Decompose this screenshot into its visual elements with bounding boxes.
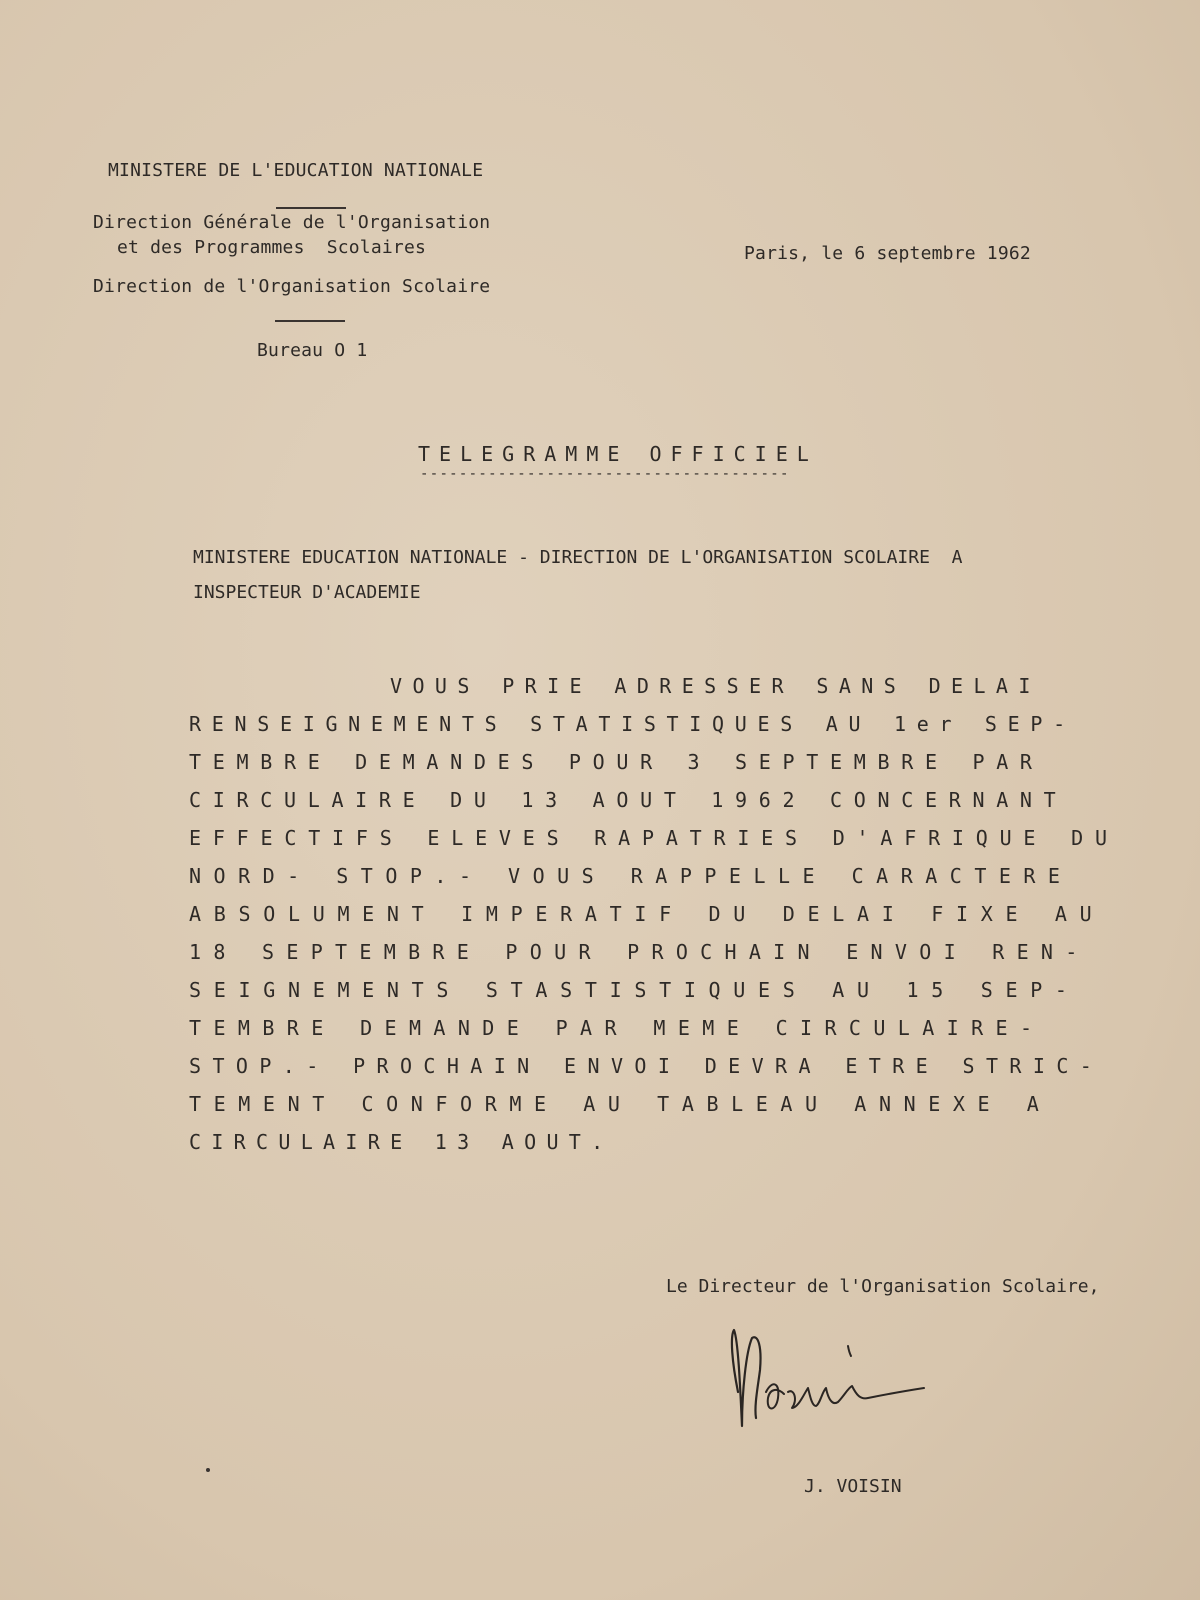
direction-heading: Direction de l'Organisation Scolaire	[93, 276, 491, 297]
body-line-1: VOUS PRIE ADRESSER SANS DELAI	[390, 674, 1041, 698]
body-line-11: STOP.- PROCHAIN ENVOI DEVRA ETRE STRIC-	[189, 1054, 1104, 1078]
header-rule	[276, 207, 346, 209]
ministry-heading: MINISTERE DE L'EDUCATION NATIONALE	[108, 160, 484, 181]
title-underline: --------------------------------------	[420, 466, 790, 482]
body-line-4: CIRCULAIRE DU 13 AOUT 1962 CONCERNANT	[189, 788, 1068, 812]
signatory-name: J. VOISIN	[804, 1476, 902, 1497]
body-line-9: SEIGNEMENTS STASTISTIQUES AU 15 SEP-	[189, 978, 1080, 1002]
address-line1: MINISTERE EDUCATION NATIONALE - DIRECTION DE L'ORGANISATION SCOLAIRE A	[193, 547, 963, 568]
paper-speck	[206, 1468, 210, 1472]
body-line-3: TEMBRE DEMANDES POUR 3 SEPTEMBRE PAR	[189, 750, 1044, 774]
body-line-6: NORD- STOP.- VOUS RAPPELLE CARACTERE	[189, 864, 1073, 888]
body-line-5: EFFECTIFS ELEVES RAPATRIES D'AFRIQUE DU	[189, 826, 1119, 850]
body-line-7: ABSOLUMENT IMPERATIF DU DELAI FIXE AU	[189, 902, 1105, 926]
handwritten-signature	[728, 1322, 948, 1442]
header-rule	[275, 320, 345, 322]
body-line-13: CIRCULAIRE 13 AOUT.	[189, 1130, 614, 1154]
body-line-10: TEMBRE DEMANDE PAR MEME CIRCULAIRE-	[189, 1016, 1045, 1040]
direction-generale-line2: et des Programmes Scolaires	[117, 237, 427, 258]
page-title: TELEGRAMME OFFICIEL	[418, 442, 818, 466]
body-line-12: TEMENT CONFORME AU TABLEAU ANNEXE A	[189, 1092, 1052, 1116]
address-line2: INSPECTEUR D'ACADEMIE	[193, 582, 421, 603]
signatory-title: Le Directeur de l'Organisation Scolaire,	[666, 1276, 1100, 1297]
body-line-2: RENSEIGNEMENTS STATISTIQUES AU 1er SEP-	[189, 712, 1076, 736]
direction-generale-line1: Direction Générale de l'Organisation	[93, 212, 491, 233]
date-line: Paris, le 6 septembre 1962	[744, 243, 1031, 264]
bureau-label: Bureau O 1	[257, 340, 368, 361]
body-line-8: 18 SEPTEMBRE POUR PROCHAIN ENVOI REN-	[189, 940, 1090, 964]
